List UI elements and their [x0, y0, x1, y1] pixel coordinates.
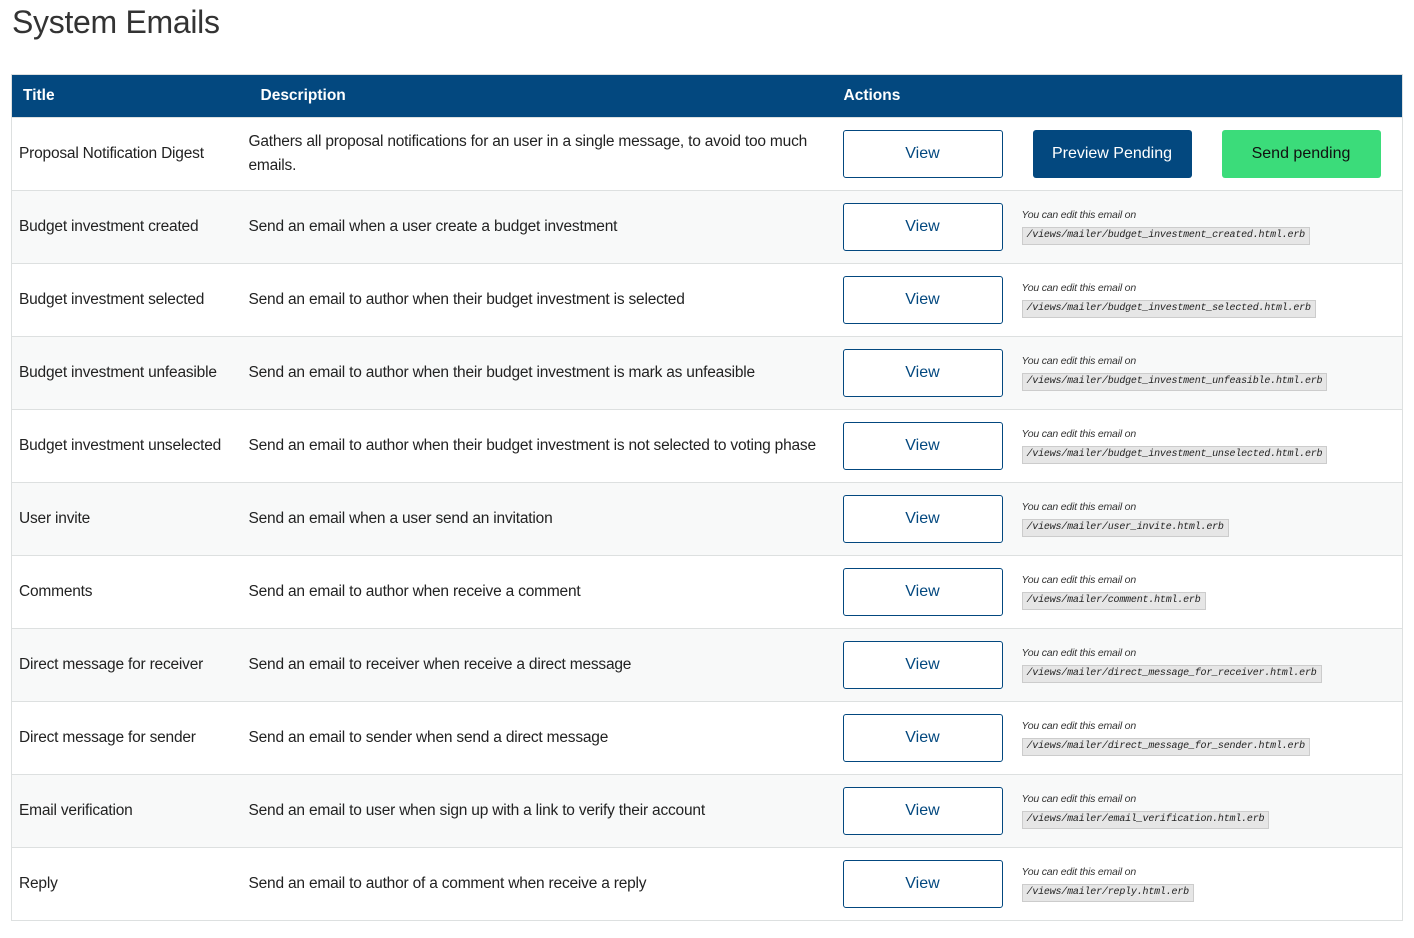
edit-note-label: You can edit this email on	[1021, 866, 1136, 878]
edit-note	[1022, 866, 1194, 902]
view-button[interactable]: View	[843, 714, 1003, 762]
table-row	[12, 848, 1403, 921]
edit-note-label: You can edit this email on	[1021, 501, 1136, 513]
edit-note-label: You can edit this email on	[1021, 574, 1136, 586]
table-row	[12, 118, 1403, 191]
edit-note	[1022, 209, 1310, 245]
send-pending-button[interactable]: Send pending	[1222, 130, 1381, 178]
template-path: /views/mailer/budget_investment_unfeasible.html.erb	[1022, 373, 1328, 391]
edit-note-label: You can edit this email on	[1021, 282, 1136, 294]
table-row	[12, 337, 1403, 410]
actions-cell	[843, 702, 1403, 775]
table-row	[12, 264, 1403, 337]
email-description: Send an email when a user send an invitation	[248, 510, 553, 527]
edit-note	[1022, 574, 1206, 610]
email-description: Send an email to sender when send a direct message	[248, 729, 609, 746]
table-row	[12, 629, 1403, 702]
view-button[interactable]: View	[843, 860, 1003, 908]
email-description: Send an email to user when sign up with a link to verify their account	[248, 802, 705, 819]
edit-note-label: You can edit this email on	[1021, 720, 1136, 732]
email-title: User invite	[19, 510, 91, 527]
template-path: /views/mailer/email_verification.html.erb	[1022, 811, 1270, 829]
actions-cell	[843, 556, 1403, 629]
view-button[interactable]: View	[843, 203, 1003, 251]
edit-note	[1022, 282, 1316, 318]
header-title: Title	[23, 87, 55, 104]
edit-note-label: You can edit this email on	[1021, 355, 1136, 367]
email-description: Send an email to author when their budget investment is selected	[248, 291, 685, 308]
table-row	[12, 483, 1403, 556]
template-path: /views/mailer/direct_message_for_receiver.html.erb	[1022, 665, 1322, 683]
actions-cell	[843, 848, 1403, 921]
template-path: /views/mailer/budget_investment_unselected.html.erb	[1022, 446, 1328, 464]
table-row	[12, 775, 1403, 848]
actions-cell	[843, 264, 1403, 337]
email-title: Email verification	[19, 802, 133, 819]
view-button[interactable]: View	[843, 349, 1003, 397]
email-title: Proposal Notification Digest	[19, 145, 204, 162]
view-button[interactable]: View	[843, 641, 1003, 689]
email-title: Direct message for sender	[19, 729, 196, 746]
template-path: /views/mailer/reply.html.erb	[1022, 884, 1194, 902]
email-description: Send an email to author when receive a comment	[248, 583, 581, 600]
edit-note-label: You can edit this email on	[1021, 428, 1136, 440]
view-button[interactable]: View	[843, 422, 1003, 470]
actions-cell	[843, 775, 1403, 848]
actions-cell	[843, 191, 1403, 264]
template-path: /views/mailer/budget_investment_selected.html.erb	[1022, 300, 1316, 318]
template-path: /views/mailer/comment.html.erb	[1022, 592, 1206, 610]
view-button[interactable]: View	[843, 568, 1003, 616]
email-description: Send an email to author of a comment when receive a reply	[248, 875, 647, 892]
view-button[interactable]: View	[843, 495, 1003, 543]
email-title: Budget investment unfeasible	[19, 364, 217, 381]
email-title: Budget investment selected	[19, 291, 205, 308]
email-description: Send an email when a user create a budget investment	[248, 218, 618, 235]
table-row	[12, 191, 1403, 264]
email-description: Send an email to author when their budget investment is mark as unfeasible	[248, 364, 755, 381]
actions-cell	[843, 629, 1403, 702]
email-title: Budget investment unselected	[19, 437, 222, 454]
edit-note	[1022, 793, 1270, 829]
edit-note-label: You can edit this email on	[1021, 647, 1136, 659]
table-row	[12, 702, 1403, 775]
template-path: /views/mailer/direct_message_for_sender.html.erb	[1022, 738, 1310, 756]
email-title: Direct message for receiver	[19, 656, 204, 673]
actions-cell	[843, 118, 1403, 191]
edit-note	[1022, 355, 1328, 391]
table-header	[12, 75, 1403, 118]
email-title: Comments	[19, 583, 93, 600]
table-row	[12, 556, 1403, 629]
view-button[interactable]: View	[843, 276, 1003, 324]
table-row	[12, 410, 1403, 483]
edit-note	[1022, 720, 1310, 756]
template-path: /views/mailer/budget_investment_created.html.erb	[1022, 227, 1310, 245]
email-description: Gathers all proposal notifications for an user in a single message, to avoid too much emails.	[248, 133, 808, 174]
view-button[interactable]: View	[843, 130, 1003, 178]
email-description: Send an email to receiver when receive a direct message	[248, 656, 632, 673]
actions-cell	[843, 483, 1403, 556]
page-title: System Emails	[12, 4, 220, 40]
header-actions: Actions	[843, 87, 901, 104]
header-description: Description	[260, 87, 346, 104]
edit-note	[1022, 428, 1328, 464]
email-description: Send an email to author when their budget investment is not selected to voting phase	[248, 437, 816, 454]
edit-note	[1022, 501, 1229, 537]
preview-pending-button[interactable]: Preview Pending	[1033, 130, 1192, 178]
actions-cell	[843, 410, 1403, 483]
edit-note-label: You can edit this email on	[1021, 209, 1136, 221]
email-title: Reply	[19, 875, 58, 892]
edit-note-label: You can edit this email on	[1021, 793, 1136, 805]
email-title: Budget investment created	[19, 218, 199, 235]
edit-note	[1022, 647, 1322, 683]
actions-cell	[843, 337, 1403, 410]
template-path: /views/mailer/user_invite.html.erb	[1022, 519, 1229, 537]
view-button[interactable]: View	[843, 787, 1003, 835]
system-emails-table	[11, 74, 1403, 921]
